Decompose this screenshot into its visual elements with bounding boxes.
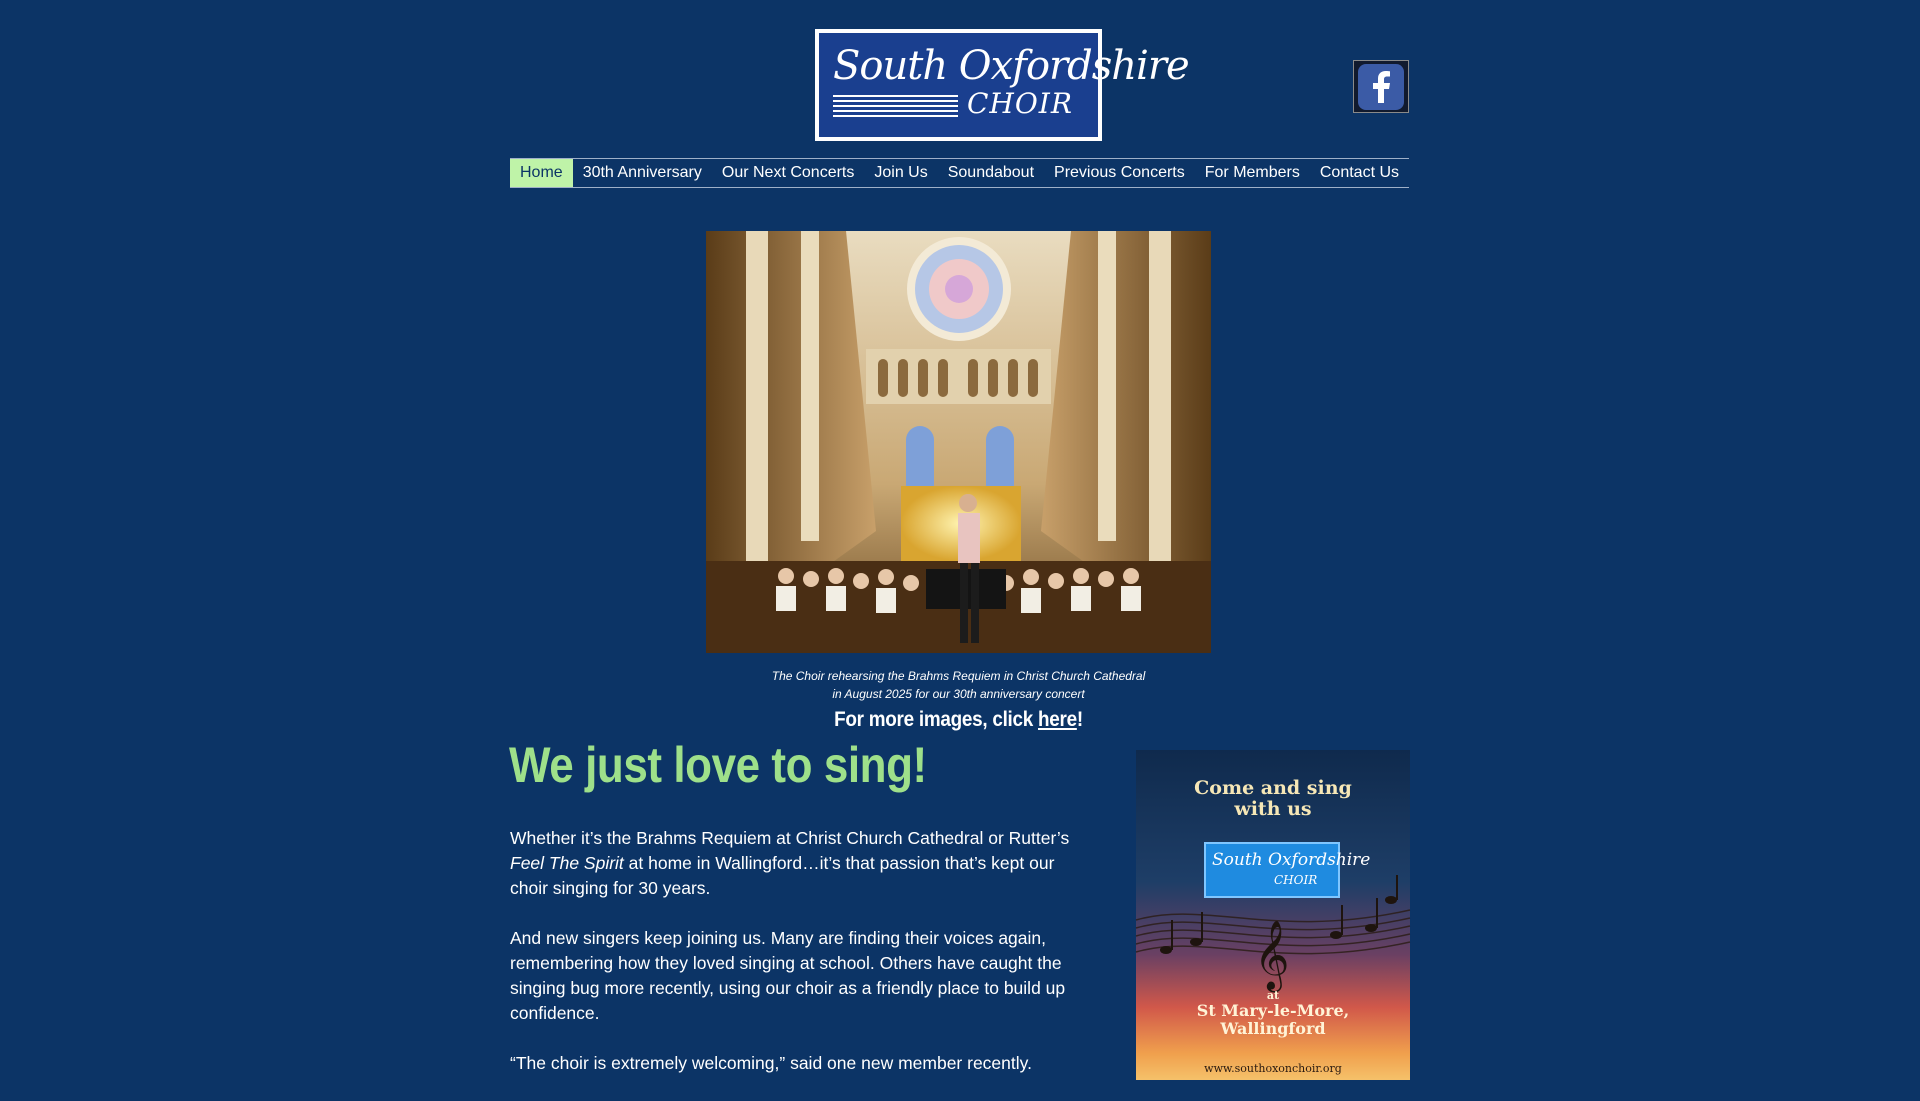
- more-images-link[interactable]: here: [1037, 708, 1077, 731]
- nav-item-30th-anniversary[interactable]: 30th Anniversary: [582, 164, 702, 181]
- intro-paragraph-1-start: Whether it’s the Brahms Requiem at Christ Church Cathedral or Rutter’s: [510, 828, 1070, 848]
- intro-paragraph-1: [510, 826, 1095, 901]
- intro-paragraph-1-end: at home in Wallingford…it’s that passion that’s kept our choir singing for 30 years.: [510, 853, 1055, 898]
- intro-paragraph-2: And new singers keep joining us. Many are finding their voices again, remembering how they loved singing at school. Others have caught the singing bug more recently, using our choir as a friendly place to build up confidence.: [510, 928, 1066, 1023]
- poster-logo-subtitle: CHOIR: [1274, 873, 1318, 887]
- poster-logo-title: South Oxfordshire: [1212, 850, 1371, 870]
- nav-item-home[interactable]: Home: [510, 159, 573, 187]
- nav-item-contact-us[interactable]: Contact Us: [1319, 164, 1400, 181]
- hero-photo-cathedral[interactable]: [706, 231, 1211, 653]
- more-images-prefix: For more images, click: [834, 708, 1038, 731]
- hero-caption: [706, 667, 1211, 703]
- poster-at: at: [1266, 989, 1280, 1002]
- nav-item-previous-concerts[interactable]: Previous Concerts: [1054, 164, 1185, 181]
- poster-venue-name: St Mary-le-More, Wallingford: [1196, 1001, 1350, 1038]
- hero-caption-line1: The Choir rehearsing the Brahms Requiem in Christ Church Cathedral: [771, 669, 1146, 683]
- nav-item-our-next-concerts[interactable]: Our Next Concerts: [721, 164, 855, 181]
- page-headline: We just love to sing!: [509, 737, 927, 793]
- poster-title: Come and sing with us: [1194, 777, 1352, 820]
- song-title: Feel The Spirit: [510, 853, 624, 873]
- logo-music-staff: [833, 95, 958, 120]
- site-logo[interactable]: [815, 29, 1189, 141]
- logo-subtitle: CHOIR: [967, 87, 1073, 120]
- recruitment-poster[interactable]: [1136, 750, 1410, 1080]
- nav-item-for-members[interactable]: For Members: [1204, 164, 1300, 181]
- intro-paragraph-3: “The choir is extremely welcoming,” said one new member recently.: [510, 1053, 1032, 1073]
- nav-item-soundabout[interactable]: Soundabout: [947, 164, 1035, 181]
- svg-text:𝄞: 𝄞: [1254, 920, 1290, 990]
- more-images-suffix: !: [1076, 708, 1083, 731]
- more-images-text: [726, 708, 1191, 732]
- intro-text: [510, 826, 1095, 1101]
- facebook-icon: [1358, 64, 1404, 110]
- facebook-link[interactable]: [1353, 60, 1409, 113]
- hero-caption-line2: in August 2025 for our 30th anniversary concert: [832, 687, 1085, 701]
- poster-venue: [1136, 990, 1410, 1038]
- poster-url: www.southoxonchoir.org: [1204, 1062, 1342, 1075]
- main-nav: [510, 158, 1409, 188]
- logo-title: South Oxfordshire: [833, 43, 1189, 89]
- nav-item-join-us[interactable]: Join Us: [874, 164, 928, 181]
